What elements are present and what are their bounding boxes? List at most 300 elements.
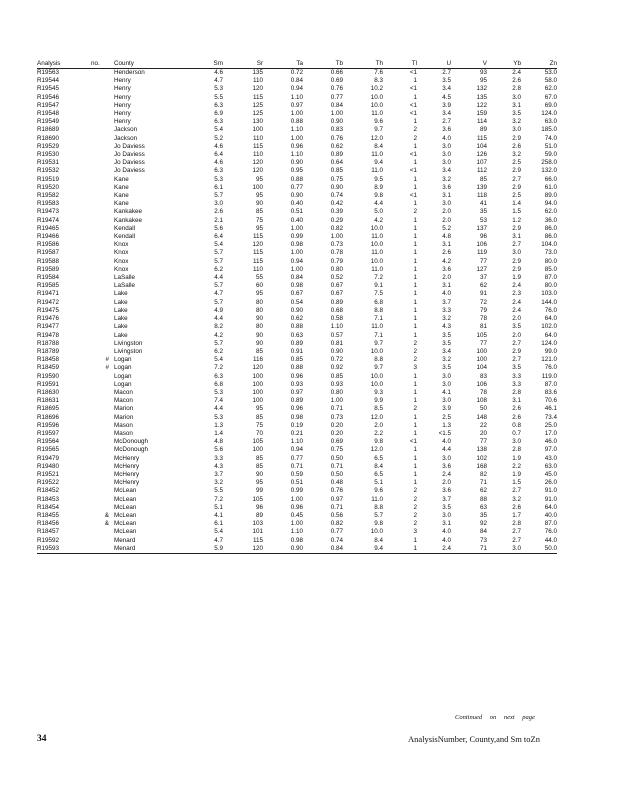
cell-ta: 1.10	[290, 93, 303, 101]
cell-ta: 0.45	[290, 511, 303, 519]
cell-zn: 58.0	[544, 77, 557, 85]
cell-th: 10.0	[370, 241, 383, 249]
table-row	[37, 102, 557, 110]
cell-county: Logan	[114, 380, 132, 388]
cell-sr: 95	[255, 405, 263, 413]
cell-zn: 50.0	[521, 545, 557, 554]
cell-analysis: R19519	[37, 175, 60, 183]
cell-no	[91, 241, 111, 249]
cell-ta: 0.94	[290, 85, 303, 93]
cell-no	[91, 496, 111, 504]
cell-zn: 62.0	[544, 85, 557, 93]
cell-sm: 5.5	[214, 93, 223, 101]
cell-v: 85	[479, 175, 487, 183]
cell-no	[91, 405, 111, 413]
cell-sm: 6.9	[214, 110, 223, 118]
cell-county: Kankakee	[114, 208, 143, 216]
cell-analysis: R18689	[37, 126, 60, 134]
cell-tl: 1	[413, 536, 417, 544]
cell-ta: 0.59	[290, 470, 303, 478]
cell-tl: 1	[413, 224, 417, 232]
cell-analysis: R18788	[37, 339, 60, 347]
cell-u: 3.0	[442, 380, 451, 388]
cell-sm: 4.4	[214, 405, 223, 413]
cell-county: Henderson	[114, 69, 145, 76]
cell-ta: 1.10	[290, 438, 303, 446]
cell-no	[91, 537, 111, 545]
cell-no	[91, 274, 111, 282]
cell-zn: 83.6	[544, 388, 557, 396]
cell-u: 3.4	[442, 167, 451, 175]
cell-u: 3.0	[442, 372, 451, 380]
cell-tb: 0.67	[330, 290, 343, 298]
cell-yb: 0.8	[512, 421, 521, 429]
cell-zn: 53.0	[544, 69, 557, 76]
cell-sm: 5.7	[214, 298, 223, 306]
cell-th: 6.5	[374, 454, 383, 462]
cell-analysis: R19584	[37, 274, 60, 282]
cell-tb: 0.82	[330, 520, 343, 528]
cell-v: 115	[476, 134, 487, 142]
cell-no	[91, 110, 111, 118]
cell-yb: 2.7	[512, 356, 521, 364]
cell-zn: 144.0	[541, 298, 557, 306]
cell-analysis: R19592	[37, 536, 60, 544]
cell-u: 2.0	[442, 208, 451, 216]
cell-th: 10.0	[370, 101, 383, 109]
cell-county: McLean	[114, 520, 137, 528]
cell-county: Livingston	[114, 347, 143, 355]
cell-v: 62	[479, 282, 487, 290]
cell-ta: 0.97	[290, 101, 303, 109]
cell-sm: 4.2	[214, 331, 223, 339]
cell-county: Henry	[114, 85, 131, 93]
column-header-zn: Zn	[521, 59, 557, 69]
cell-u: 4.4	[442, 446, 451, 454]
cell-sm: 5.1	[214, 503, 223, 511]
cell-th: 5.7	[374, 511, 383, 519]
cell-analysis: R18690	[37, 134, 60, 142]
cell-zn: 25.0	[544, 421, 557, 429]
cell-no	[91, 348, 111, 356]
cell-tl: 1	[413, 454, 417, 462]
cell-ta: 0.77	[290, 183, 303, 191]
cell-th: 9.6	[374, 118, 383, 126]
cell-sr: 120	[252, 167, 263, 175]
cell-th: 9.4	[343, 545, 383, 554]
cell-th: 8.4	[374, 536, 383, 544]
cell-county: Lake	[114, 290, 128, 298]
cell-no	[91, 167, 111, 175]
cell-v: 78	[479, 388, 487, 396]
cell-analysis: R19530	[37, 151, 60, 159]
cell-sm: 3.0	[214, 200, 223, 208]
table-row	[37, 208, 557, 216]
cell-tl: 1	[413, 274, 417, 282]
cell-tb: 0.58	[330, 315, 343, 323]
cell-county: Kendall	[114, 224, 136, 232]
cell-county: Menard	[111, 545, 187, 554]
cell-u: 2.4	[442, 470, 451, 478]
cell-u: 3.1	[442, 520, 451, 528]
cell-th: 7.1	[374, 315, 383, 323]
cell-sm: 4.7	[214, 536, 223, 544]
cell-tb: 0.80	[330, 388, 343, 396]
cell-sm: 7.2	[214, 495, 223, 503]
cell-zn: 80.0	[544, 257, 557, 265]
cell-analysis: R19548	[37, 110, 60, 118]
cell-county: Jo Daviess	[114, 159, 145, 167]
cell-sm: 5.7	[214, 249, 223, 257]
cell-no	[91, 192, 111, 200]
cell-no	[91, 266, 111, 274]
cell-zn: 36.0	[544, 216, 557, 224]
cell-u: 3.2	[442, 356, 451, 364]
cell-th: 7.1	[374, 331, 383, 339]
cell-analysis: R19529	[37, 142, 60, 150]
cell-u: 3.7	[442, 298, 451, 306]
cell-zn: 64.0	[544, 315, 557, 323]
cell-sm: 4.7	[214, 290, 223, 298]
cell-no	[91, 487, 111, 495]
cell-county: Lake	[114, 306, 128, 314]
cell-no	[91, 126, 111, 134]
table-row	[37, 463, 557, 471]
cell-tb: 0.48	[330, 479, 343, 487]
cell-county: McLean	[114, 487, 137, 495]
cell-no	[91, 249, 111, 257]
cell-tl: 2	[413, 347, 417, 355]
cell-tl: 1	[413, 290, 417, 298]
cell-yb: 2.8	[512, 388, 521, 396]
cell-analysis: R19591	[37, 380, 60, 388]
cell-tl: 2	[413, 511, 417, 519]
cell-no	[91, 463, 111, 471]
cell-sm: 3.3	[214, 454, 223, 462]
cell-sr: 115	[252, 257, 263, 265]
cell-zn: 91.0	[544, 495, 557, 503]
cell-v: 118	[476, 192, 487, 200]
cell-th: 9.7	[374, 339, 383, 347]
table-row	[37, 471, 557, 479]
cell-ta: 0.98	[290, 536, 303, 544]
cell-sr: 115	[252, 233, 263, 241]
cell-county: Mason	[114, 429, 133, 437]
cell-sm: 6.2	[214, 347, 223, 355]
cell-tl: 1	[413, 315, 417, 323]
cell-tl: 2	[413, 339, 417, 347]
cell-county: Marion	[114, 413, 134, 421]
cell-sr: 125	[252, 110, 263, 118]
cell-analysis: R19588	[37, 257, 60, 265]
cell-tb: 1.00	[330, 233, 343, 241]
cell-sm: 5.7	[214, 192, 223, 200]
table-row	[37, 151, 557, 159]
cell-no	[91, 315, 111, 323]
cell-th: 12.0	[370, 413, 383, 421]
cell-county: Lake	[114, 323, 128, 331]
cell-no	[91, 373, 111, 381]
cell-no	[91, 422, 111, 430]
cell-analysis: R19521	[37, 470, 60, 478]
cell-yb: 0.7	[512, 429, 521, 437]
cell-tl: 1	[413, 413, 417, 421]
cell-tl: 1	[413, 323, 417, 331]
cell-tb: 0.67	[330, 282, 343, 290]
cell-v: 78	[479, 315, 487, 323]
cell-u: 3.0	[442, 454, 451, 462]
cell-v: 137	[476, 224, 487, 232]
cell-no	[91, 85, 111, 93]
cell-zn: 76.0	[544, 364, 557, 372]
cell-sr: 55	[255, 274, 263, 282]
cell-zn: 46.1	[544, 405, 557, 413]
cell-tl: 2	[413, 495, 417, 503]
cell-county: Kane	[114, 192, 129, 200]
page-number: 34	[37, 734, 47, 744]
cell-analysis: R19471	[37, 290, 60, 298]
cell-analysis: R19547	[37, 101, 60, 109]
cell-u: 2.0	[442, 216, 451, 224]
cell-zn: 73.0	[544, 249, 557, 257]
cell-zn: 99.0	[544, 347, 557, 355]
cell-tl: 2	[413, 208, 417, 216]
cell-tb: 0.81	[330, 339, 343, 347]
table-body	[37, 69, 557, 554]
cell-tb: 1.00	[330, 110, 343, 118]
cell-ta: 0.67	[290, 290, 303, 298]
cell-sm: 6.3	[214, 372, 223, 380]
cell-v: 73	[479, 536, 487, 544]
cell-no	[91, 381, 111, 389]
cell-th: 8.8	[374, 356, 383, 364]
cell-sr: 110	[252, 134, 263, 142]
cell-yb: 2.8	[512, 85, 521, 93]
cell-zn: 87.0	[544, 520, 557, 528]
cell-no: #	[105, 356, 109, 364]
cell-yb: 2.5	[512, 192, 521, 200]
cell-yb: 2.0	[512, 331, 521, 339]
cell-yb: 3.1	[512, 397, 521, 405]
cell-v: 139	[476, 183, 487, 191]
cell-analysis: R19549	[37, 118, 60, 126]
cell-county: Macon	[114, 397, 133, 405]
cell-sm: 6.4	[214, 233, 223, 241]
cell-yb: 2.4	[512, 69, 521, 76]
table-row	[37, 307, 557, 315]
cell-no	[91, 225, 111, 233]
cell-v: 138	[476, 446, 487, 454]
cell-county: Kane	[114, 175, 129, 183]
cell-yb: 3.1	[512, 233, 521, 241]
cell-tl: 1	[413, 249, 417, 257]
cell-tb: 0.73	[330, 241, 343, 249]
cell-tl: 1	[413, 183, 417, 191]
cell-sr: 110	[252, 77, 263, 85]
cell-v: 62	[479, 487, 487, 495]
cell-tb: 0.97	[330, 495, 343, 503]
cell-county: Henry	[114, 77, 131, 85]
cell-sm: 1.3	[214, 421, 223, 429]
cell-zn: 26.0	[544, 479, 557, 487]
cell-sm: 5.3	[214, 85, 223, 93]
cell-no	[91, 528, 111, 536]
cell-tl: 1	[413, 282, 417, 290]
table-row	[37, 77, 557, 85]
cell-sm: 3.7	[214, 470, 223, 478]
cell-sm: 7.4	[214, 397, 223, 405]
cell-zn: 121.0	[541, 356, 557, 364]
cell-analysis: R19597	[37, 429, 60, 437]
cell-ta: 1.00	[290, 520, 303, 528]
cell-analysis: R19522	[37, 479, 60, 487]
cell-zn: 80.0	[544, 282, 557, 290]
cell-tb: 0.42	[330, 200, 343, 208]
cell-tl: 1	[413, 200, 417, 208]
cell-no	[91, 332, 111, 340]
cell-zn: 86.0	[544, 224, 557, 232]
cell-tb: 0.78	[330, 249, 343, 257]
cell-th: 8.3	[374, 77, 383, 85]
table-row	[37, 332, 557, 340]
cell-county: Logan	[114, 356, 132, 364]
cell-ta: 1.10	[290, 528, 303, 536]
cell-v: 50	[479, 405, 487, 413]
cell-analysis: R18452	[37, 487, 60, 495]
cell-analysis: R19596	[37, 421, 60, 429]
cell-county: Lake	[114, 298, 128, 306]
cell-yb: 1.9	[512, 454, 521, 462]
cell-th: 9.5	[374, 175, 383, 183]
cell-th: 9.7	[374, 364, 383, 372]
cell-yb: 2.6	[512, 405, 521, 413]
cell-tb: 0.50	[330, 470, 343, 478]
cell-sm: 4.8	[214, 438, 223, 446]
cell-zn: 76.0	[544, 528, 557, 536]
column-header-no: no.	[91, 59, 111, 69]
table-row	[37, 233, 557, 241]
cell-no	[91, 282, 111, 290]
cell-u: 3.0	[442, 200, 451, 208]
cell-u: 3.7	[442, 495, 451, 503]
cell-sr: 101	[252, 528, 263, 536]
cell-no	[91, 430, 111, 438]
cell-ta: 0.90	[263, 545, 303, 554]
cell-yb: 2.6	[512, 142, 521, 150]
cell-county: Knox	[114, 249, 129, 257]
cell-no	[91, 340, 111, 348]
cell-yb: 1.9	[512, 470, 521, 478]
cell-th: 11.0	[371, 233, 383, 241]
cell-no	[91, 233, 111, 241]
cell-sm: 5.4	[214, 528, 223, 536]
cell-ta: 0.89	[290, 339, 303, 347]
cell-no	[91, 504, 111, 512]
cell-zn: 40.0	[544, 511, 557, 519]
cell-tl: 1	[413, 142, 417, 150]
table-row	[37, 446, 557, 454]
cell-sm: 6.1	[214, 520, 223, 528]
cell-th: 8.4	[374, 462, 383, 470]
cell-sr: 90	[255, 200, 263, 208]
column-header-tl: Tl	[383, 59, 417, 69]
cell-sr: 70	[255, 429, 263, 437]
cell-sm: 5.6	[214, 446, 223, 454]
cell-county: Mason	[114, 421, 133, 429]
table-row	[37, 249, 557, 257]
cell-tb: 0.89	[330, 298, 343, 306]
cell-th: 10.0	[370, 380, 383, 388]
cell-u: 3.9	[442, 405, 451, 413]
cell-yb: 2.7	[512, 339, 521, 347]
cell-u: 3.3	[442, 306, 451, 314]
table-row	[37, 258, 557, 266]
cell-tb: 0.80	[330, 265, 343, 273]
cell-tb: 0.77	[330, 528, 343, 536]
cell-no: #	[105, 364, 109, 372]
cell-yb: 2.6	[512, 77, 521, 85]
cell-u: 4.3	[442, 323, 451, 331]
cell-yb: 2.2	[512, 462, 521, 470]
cell-yb: 2.9	[512, 224, 521, 232]
cell-yb: 2.6	[512, 503, 521, 511]
cell-zn: 185.0	[541, 126, 557, 134]
cell-sr: 85	[255, 454, 263, 462]
cell-tb: 1.10	[330, 323, 343, 331]
cell-ta: 0.95	[290, 167, 303, 175]
cell-analysis: R19593	[37, 545, 91, 554]
cell-ta: 0.63	[290, 331, 303, 339]
cell-tb: 0.82	[330, 224, 343, 232]
cell-u: 4.0	[442, 536, 451, 544]
table-row	[37, 356, 557, 364]
cell-sm: 4.7	[214, 77, 223, 85]
cell-ta: 0.51	[290, 479, 303, 487]
cell-th: 4.4	[374, 200, 383, 208]
table-row	[37, 135, 557, 143]
cell-u: 3.0	[442, 397, 451, 405]
cell-sr: 89	[255, 511, 263, 519]
cell-analysis: R19532	[37, 167, 60, 175]
cell-zn: 104.0	[541, 241, 557, 249]
cell-th: 9.8	[374, 520, 383, 528]
cell-ta: 0.91	[290, 347, 303, 355]
cell-no	[91, 208, 111, 216]
cell-yb: 3.2	[512, 495, 521, 503]
cell-ta: 1.00	[290, 224, 303, 232]
cell-sr: 120	[223, 545, 263, 554]
cell-ta: 0.88	[290, 175, 303, 183]
cell-tb: 0.56	[330, 511, 343, 519]
cell-no	[91, 102, 111, 110]
cell-sm: 6.3	[214, 167, 223, 175]
cell-u: 3.5	[442, 77, 451, 85]
cell-sr: 85	[255, 413, 263, 421]
cell-th: 10.0	[370, 528, 383, 536]
cell-ta: 0.90	[290, 306, 303, 314]
cell-analysis: R18453	[37, 495, 60, 503]
table-row	[37, 176, 557, 184]
cell-u: 1.3	[442, 421, 451, 429]
table-row	[37, 496, 557, 504]
cell-analysis: R19476	[37, 315, 60, 323]
cell-u: 3.6	[442, 183, 451, 191]
cell-tl: 1	[413, 306, 417, 314]
cell-sm: 4.1	[214, 511, 223, 519]
cell-zn: 97.0	[544, 446, 557, 454]
cell-u: 3.2	[442, 315, 451, 323]
cell-no	[91, 455, 111, 463]
